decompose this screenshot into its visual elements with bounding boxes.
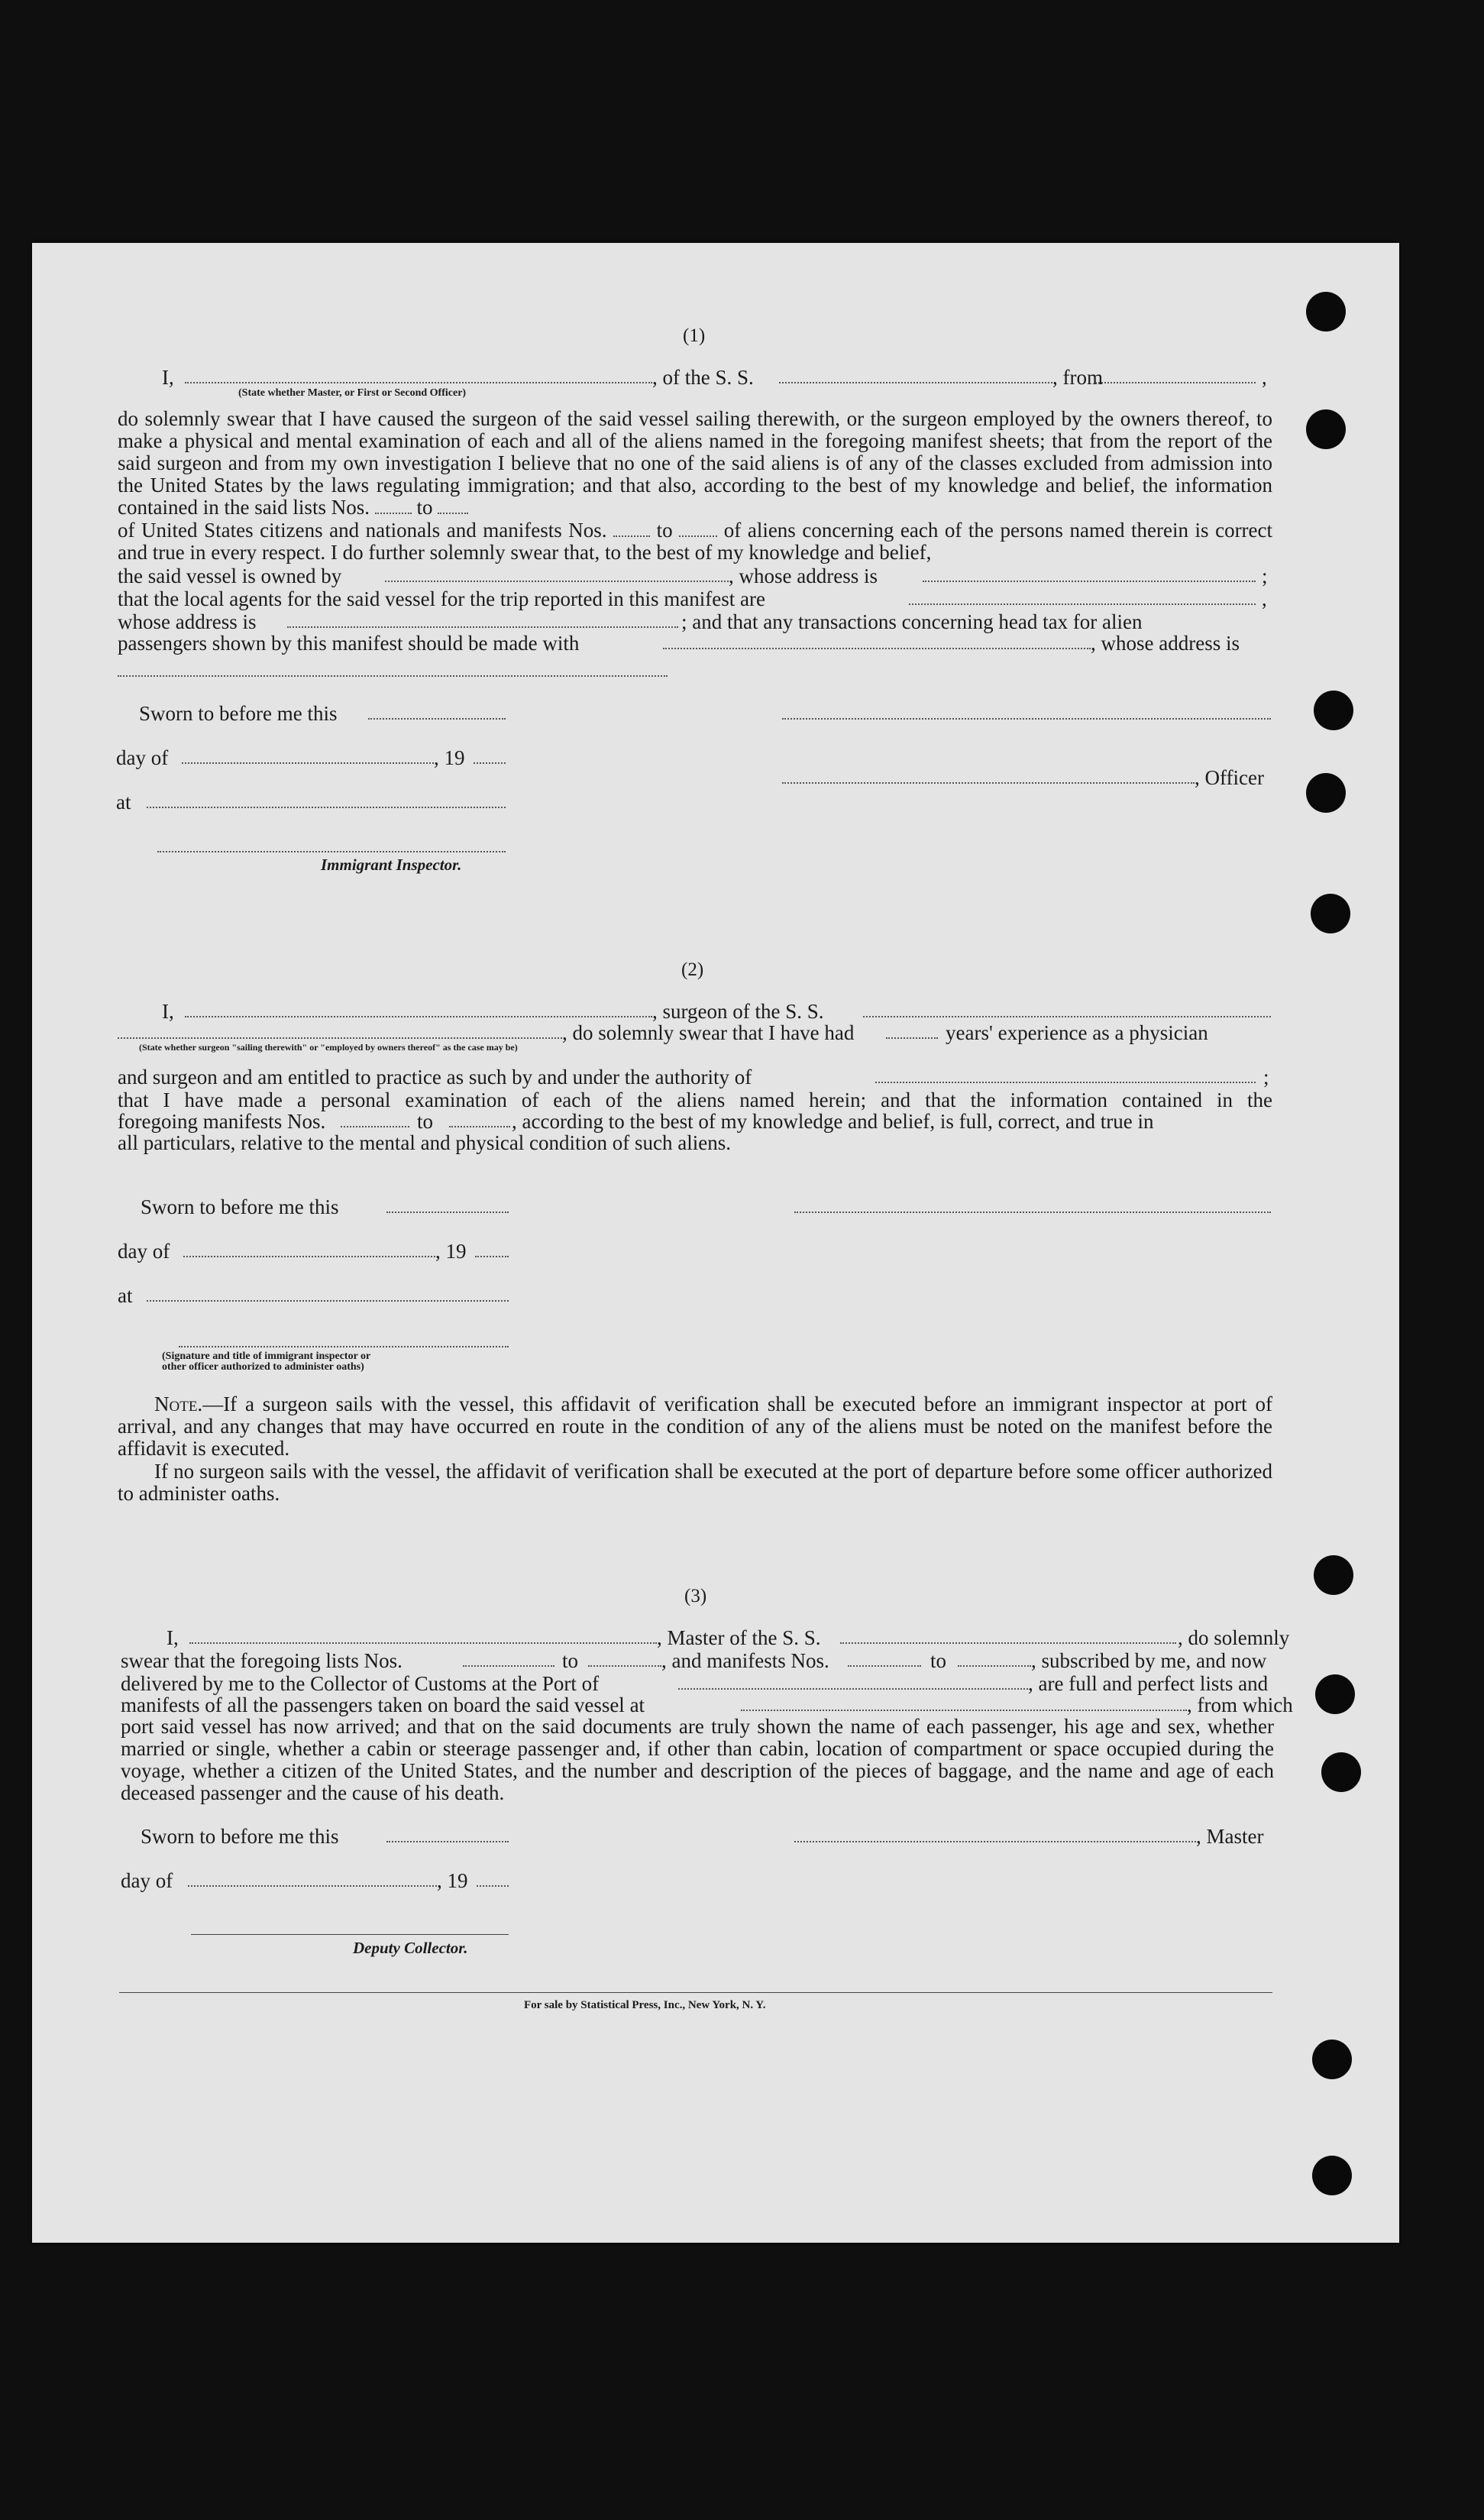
- s2-at-field[interactable]: [147, 1300, 509, 1302]
- s3-i: I,: [167, 1626, 179, 1649]
- s2-sig-note-2: other officer authorized to administer oaths): [162, 1361, 364, 1373]
- s2-manifests-to-field[interactable]: [449, 1126, 510, 1127]
- footer-rule: [119, 1992, 1272, 1993]
- s2-note-text-2: If no surgeon sails with the vessel, the affidavit of verification shall be executed at the port of departure before some officer authorized to administer oaths.: [118, 1460, 1272, 1505]
- s3-collector-label: Deputy Collector.: [353, 1939, 468, 1957]
- s3-day-label: day of: [121, 1869, 173, 1892]
- s1-inspector-label: Immigrant Inspector.: [321, 856, 462, 874]
- s1-lists-to-field[interactable]: [438, 499, 468, 514]
- s2-note-text: —If a surgeon sails with the vessel, this affidavit of verification shall be executed before an immigrant inspector at port of arrival, and any changes that may have occurred en route in the condition of any of the aliens must be noted on the manifest before the affidavit is executed.: [118, 1393, 1272, 1460]
- section-2-number: (2): [681, 959, 704, 980]
- s1-day-field[interactable]: [182, 762, 434, 764]
- s3-port-field[interactable]: [678, 1688, 1028, 1690]
- s2-sworn-label: Sworn to before me this: [141, 1195, 339, 1218]
- s1-i: I,: [162, 366, 174, 389]
- s1-whose-rest: ; and that any transactions concerning head tax for alien: [681, 610, 1143, 633]
- s2-manifests-from-field[interactable]: [341, 1126, 409, 1127]
- s3-manifests-to-field[interactable]: [958, 1665, 1031, 1667]
- s1-p1-text: do solemnly swear that I have caused the surgeon of the said vessel sailing therewith, or the surgeon employed by the owners thereof, to make a physical and mental examination of each and all of the aliens named in the foregoing manifest sheets; that from the report of the said surgeon and from my own investigation I believe that no one of the said aliens is of any of the classes excluded from admission into the United States by the laws regulating immigration; and that also, according to the best of my knowledge and belief, the information contained in the said lists Nos.: [118, 407, 1272, 519]
- footer-printer: For sale by Statistical Press, Inc., New York, N. Y.: [524, 1999, 766, 2011]
- s3-subscribed: , subscribed by me, and now: [1031, 1649, 1267, 1672]
- s1-p1-to: to: [416, 496, 433, 519]
- s3-lists-to-field[interactable]: [588, 1665, 661, 1667]
- s1-agents-end: ,: [1262, 587, 1267, 610]
- punch-hole: [1314, 691, 1353, 730]
- punch-hole: [1312, 2156, 1352, 2195]
- s2-note-paragraph-2: [118, 1461, 1272, 1505]
- s1-p2-text: of United States citizens and nationals and manifests Nos.: [118, 519, 607, 542]
- s2-authority-field[interactable]: [875, 1082, 1256, 1083]
- s3-lists-from-field[interactable]: [463, 1665, 554, 1667]
- s2-years-rest: years' experience as a physician: [946, 1021, 1208, 1044]
- s1-agents-address-field[interactable]: [287, 626, 678, 628]
- s1-at-field[interactable]: [147, 807, 506, 808]
- s3-year-field[interactable]: [477, 1885, 509, 1887]
- s2-surgeon-type-field[interactable]: [118, 1037, 562, 1039]
- s1-sworn-field[interactable]: [368, 718, 506, 720]
- s1-owner-address-field[interactable]: [923, 581, 1256, 582]
- s3-full-lists: , are full and perfect lists and: [1028, 1672, 1269, 1695]
- s1-passengers-rest: , whose address is: [1091, 632, 1240, 655]
- s1-from-field[interactable]: [1095, 382, 1256, 383]
- s2-manifests-label: foregoing manifests Nos.: [118, 1110, 326, 1133]
- s2-year-field[interactable]: [475, 1256, 509, 1257]
- punch-hole: [1315, 1674, 1355, 1714]
- s1-lists-from-field[interactable]: [375, 499, 412, 514]
- s3-ss-label: , Master of the S. S.: [657, 1626, 821, 1649]
- s2-day-label: day of: [118, 1240, 170, 1263]
- punch-hole: [1314, 1555, 1353, 1595]
- s1-p2-to: to: [656, 519, 673, 542]
- s3-master-name-field[interactable]: [189, 1642, 657, 1644]
- s2-day-field[interactable]: [183, 1256, 435, 1257]
- s2-type-note: (State whether surgeon "sailing therewith" or "employed by owners thereof" as the case may be): [139, 1042, 518, 1053]
- s1-officer-label: , Officer: [1195, 766, 1264, 789]
- s2-sworn-field[interactable]: [386, 1211, 509, 1213]
- s1-manifests-to-field[interactable]: [679, 522, 717, 537]
- punch-hole: [1311, 894, 1350, 933]
- s2-signature-field[interactable]: [794, 1211, 1271, 1213]
- punch-hole: [1306, 773, 1346, 813]
- s1-headtax-field[interactable]: [663, 648, 1091, 649]
- s1-owner-field[interactable]: [385, 581, 729, 582]
- s3-master-signature-field[interactable]: [794, 1841, 1196, 1842]
- s1-p2-rest: of aliens concerning each of the persons named therein is correct and true in every respect. I do further solemnly swear that, to the best of my knowledge and belief,: [118, 519, 1273, 564]
- s1-inspector-signature-field[interactable]: [157, 851, 506, 852]
- s2-inspector-signature-field[interactable]: [179, 1346, 509, 1347]
- form-page: [32, 243, 1399, 2243]
- s1-from-label: , from: [1052, 366, 1103, 389]
- s1-signature-field[interactable]: [782, 718, 1271, 720]
- s2-authority-label: and surgeon and am entitled to practice as such by and under the authority of: [118, 1066, 752, 1089]
- s2-manifests-to: to: [417, 1110, 434, 1133]
- s3-paragraph: port said vessel has now arrived; and that on the said documents are truly shown the name of each passenger, his age and sex, whether married or single, whether a cabin or steerage passenger and, if other than cabin, location of compartment or space occupied during the voyage, whether a citizen of the United States, and the number and description of the pieces of baggage, and the name and age of each deceased passenger and the cause of his death.: [121, 1715, 1274, 1804]
- s3-master-label: , Master: [1196, 1825, 1264, 1848]
- s2-note-label: Note.: [154, 1393, 203, 1415]
- s1-owned-end: ;: [1262, 564, 1268, 587]
- s2-years-field[interactable]: [886, 1037, 938, 1039]
- punch-hole: [1312, 2040, 1352, 2079]
- s2-manifests-rest: , according to the best of my knowledge and belief, is full, correct, and true in: [512, 1110, 1154, 1133]
- s2-at-label: at: [118, 1284, 133, 1307]
- s1-agents-field[interactable]: [909, 603, 1256, 605]
- s1-passengers-label: passengers shown by this manifest should be made with: [118, 632, 580, 655]
- s1-paragraph-1: [118, 407, 1272, 519]
- s1-at-label: at: [116, 791, 131, 814]
- s3-day-field[interactable]: [188, 1885, 437, 1887]
- s3-sworn-label: Sworn to before me this: [141, 1825, 339, 1848]
- s3-delivered-label: delivered by me to the Collector of Customs at the Port of: [121, 1672, 600, 1695]
- s1-officer-note: (State whether Master, or First or Second Officer): [238, 387, 467, 399]
- s3-departure-field[interactable]: [741, 1710, 1187, 1711]
- s3-manifests-label: , and manifests Nos.: [661, 1649, 829, 1672]
- section-1-number: (1): [683, 325, 706, 346]
- s1-paragraph-2: [118, 519, 1272, 565]
- section-3-number: (3): [684, 1586, 707, 1606]
- s1-ss-field[interactable]: [779, 382, 1052, 383]
- s2-examination-line: that I have made a personal examination of each of the aliens named herein; and that the information contained in the: [118, 1089, 1272, 1111]
- s1-agents-label: that the local agents for the said vessel for the trip reported in this manifest are: [118, 587, 765, 610]
- s3-year-label: , 19: [437, 1869, 468, 1892]
- s3-collector-signature-field[interactable]: [191, 1934, 509, 1935]
- s3-ss-field[interactable]: [840, 1642, 1176, 1644]
- s1-year-label: , 19: [434, 746, 465, 769]
- s1-officer-field[interactable]: [185, 382, 652, 383]
- s1-whose-label: whose address is: [118, 610, 257, 633]
- s1-line1: [162, 367, 174, 389]
- s1-sworn-label: Sworn to before me this: [139, 702, 338, 725]
- s2-particulars: all particulars, relative to the mental and physical condition of such aliens.: [118, 1131, 731, 1154]
- s3-manifests-to: to: [930, 1649, 947, 1672]
- s1-year-field[interactable]: [474, 762, 506, 764]
- s1-officer-signature-field[interactable]: [782, 782, 1195, 784]
- s3-solemnly: , do solemnly: [1178, 1626, 1290, 1649]
- s1-owned-address-label: , whose address is: [729, 564, 878, 587]
- punch-hole: [1306, 292, 1346, 332]
- s3-swear-label: swear that the foregoing lists Nos.: [121, 1649, 403, 1672]
- s3-from-which: , from which: [1187, 1693, 1293, 1716]
- s3-taken-label: manifests of all the passengers taken on board the said vessel at: [121, 1693, 645, 1716]
- s1-headtax-address-field[interactable]: [118, 675, 668, 677]
- s2-swear-label: , do solemnly swear that I have had: [562, 1021, 855, 1044]
- s1-line1-end: ,: [1262, 366, 1267, 389]
- s1-owned-label: the said vessel is owned by: [118, 564, 342, 587]
- s2-ss-field[interactable]: [863, 1016, 1271, 1017]
- s2-note-paragraph: [118, 1393, 1272, 1460]
- punch-hole: [1306, 409, 1346, 449]
- s2-surgeon-name-field[interactable]: [185, 1016, 652, 1017]
- s2-sig-note-1: (Signature and title of immigrant inspector or: [162, 1351, 371, 1362]
- s2-authority-end: ;: [1263, 1066, 1269, 1089]
- s3-lists-to: to: [562, 1649, 579, 1672]
- s2-ss-label: , surgeon of the S. S.: [652, 1000, 824, 1023]
- s2-i: I,: [162, 1000, 174, 1023]
- punch-hole: [1321, 1752, 1361, 1792]
- s1-manifests-from-field[interactable]: [613, 522, 650, 537]
- s1-day-label: day of: [116, 746, 169, 769]
- s3-sworn-field[interactable]: [386, 1841, 509, 1842]
- s2-year-label: , 19: [435, 1240, 467, 1263]
- s3-manifests-from-field[interactable]: [848, 1665, 921, 1667]
- s1-ss-label: , of the S. S.: [652, 366, 754, 389]
